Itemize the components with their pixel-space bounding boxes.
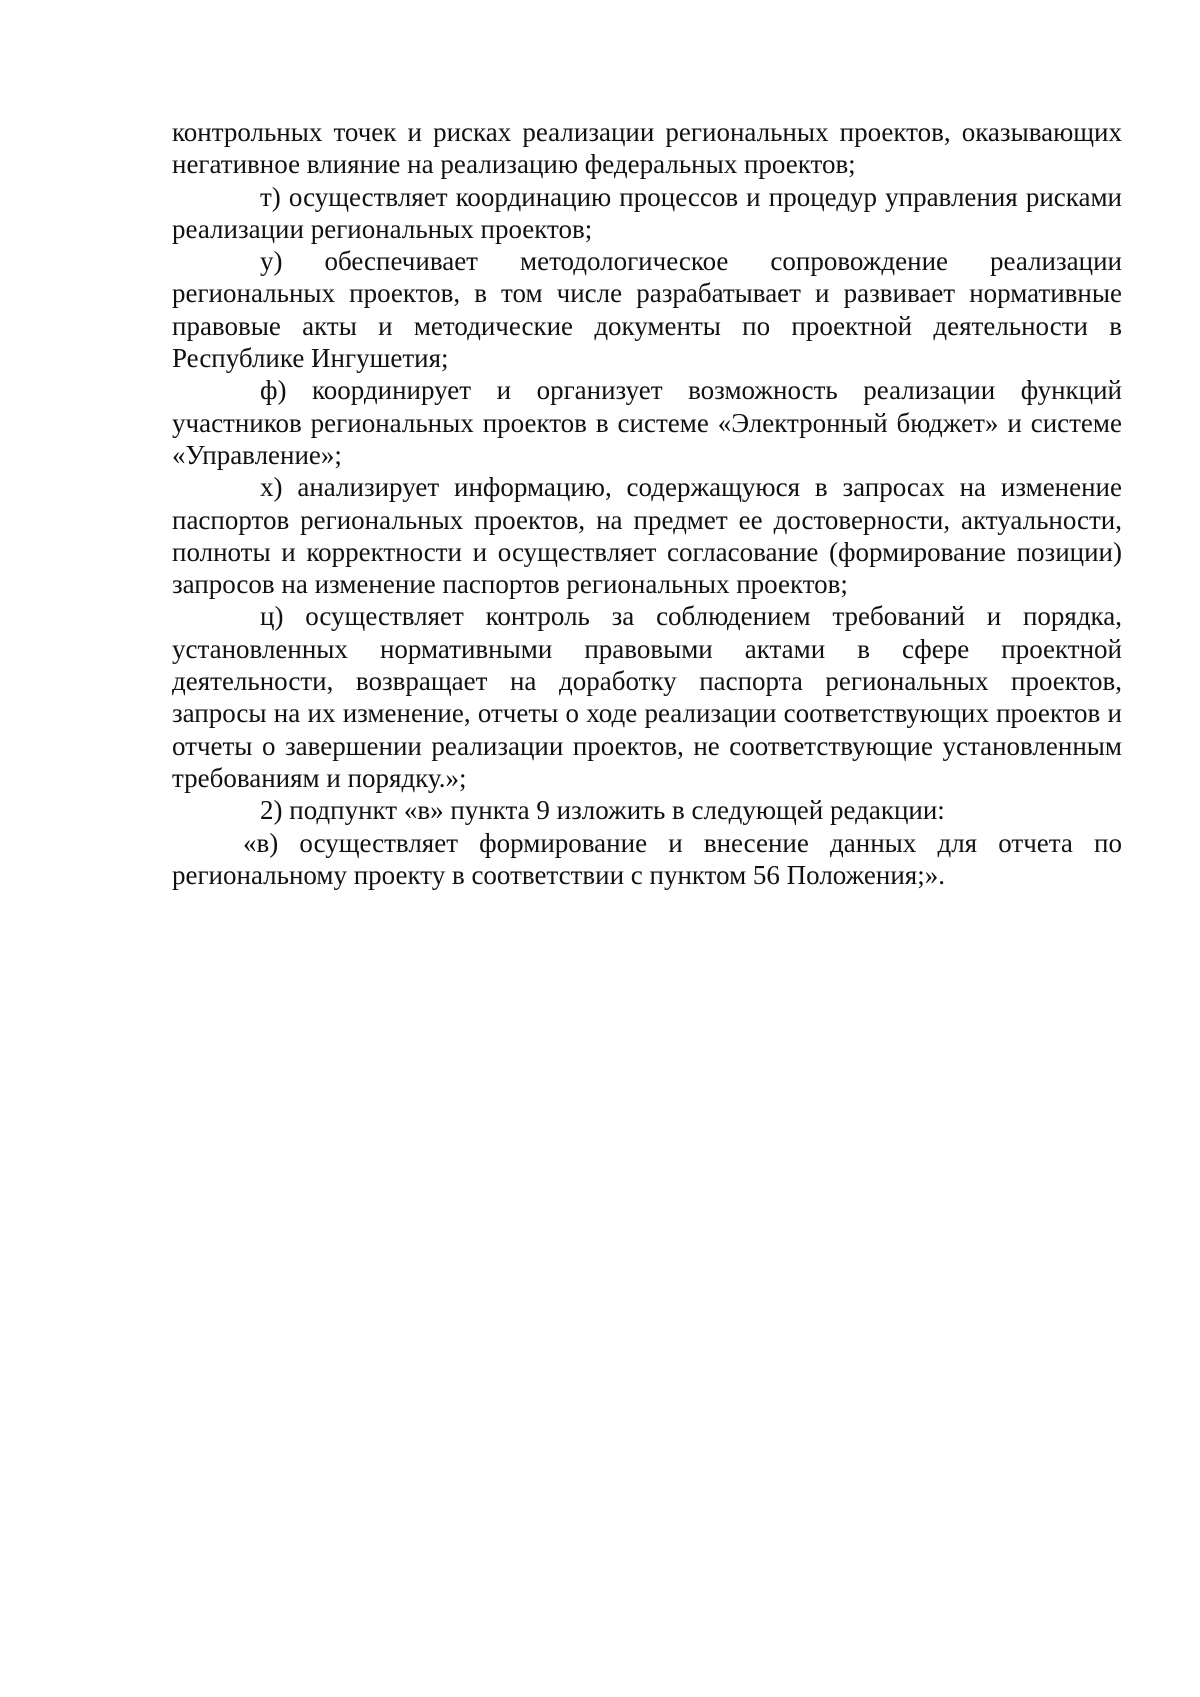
paragraph-item-f: ф) координирует и организует возможность реализации функций участников региональных проектов в системе «Электронный бюджет» и системе «Управление»;: [172, 375, 1122, 470]
paragraph-continuation: контрольных точек и рисках реализации региональных проектов, оказывающих негативное влияние на реализацию федеральных проектов;: [172, 117, 1122, 180]
paragraph-item-ts: ц) осуществляет контроль за соблюдением требований и порядка, установленных нормативными правовыми актами в сфере проектной деятельности, возвращает на доработку паспорта региональных проектов, запросы на их изменение, отчеты о ходе реализации соответствующих проектов и отчеты о завершении реализации проектов, не соответствующие установленным требованиям и порядку.»;: [172, 601, 1122, 793]
paragraph-item-t: т) осуществляет координацию процессов и процедур управления рисками реализации региональных проектов;: [172, 181, 1122, 244]
paragraph-item-u: у) обеспечивает методологическое сопровождение реализации региональных проектов, в том числе разрабатывает и развивает нормативные правовые акты и методические документы по проектной деятельности в Республике Ингушетия;: [172, 246, 1122, 374]
paragraph-amendment-2: 2) подпункт «в» пункта 9 изложить в следующей редакции:: [260, 795, 945, 826]
document-body: [172, 116, 1122, 891]
paragraph-quoted-item-v: «в) осуществляет формирование и внесение данных для отчета по региональному проекту в соответствии с пунктом 56 Положения;».: [172, 827, 1122, 890]
paragraph-item-kh: х) анализирует информацию, содержащуюся в запросах на изменение паспортов региональных проектов, на предмет ее достоверности, актуальности, полноты и корректности и осуществляет согласование (формирование позиции) запросов на изменение паспортов региональных проектов;: [172, 472, 1122, 600]
